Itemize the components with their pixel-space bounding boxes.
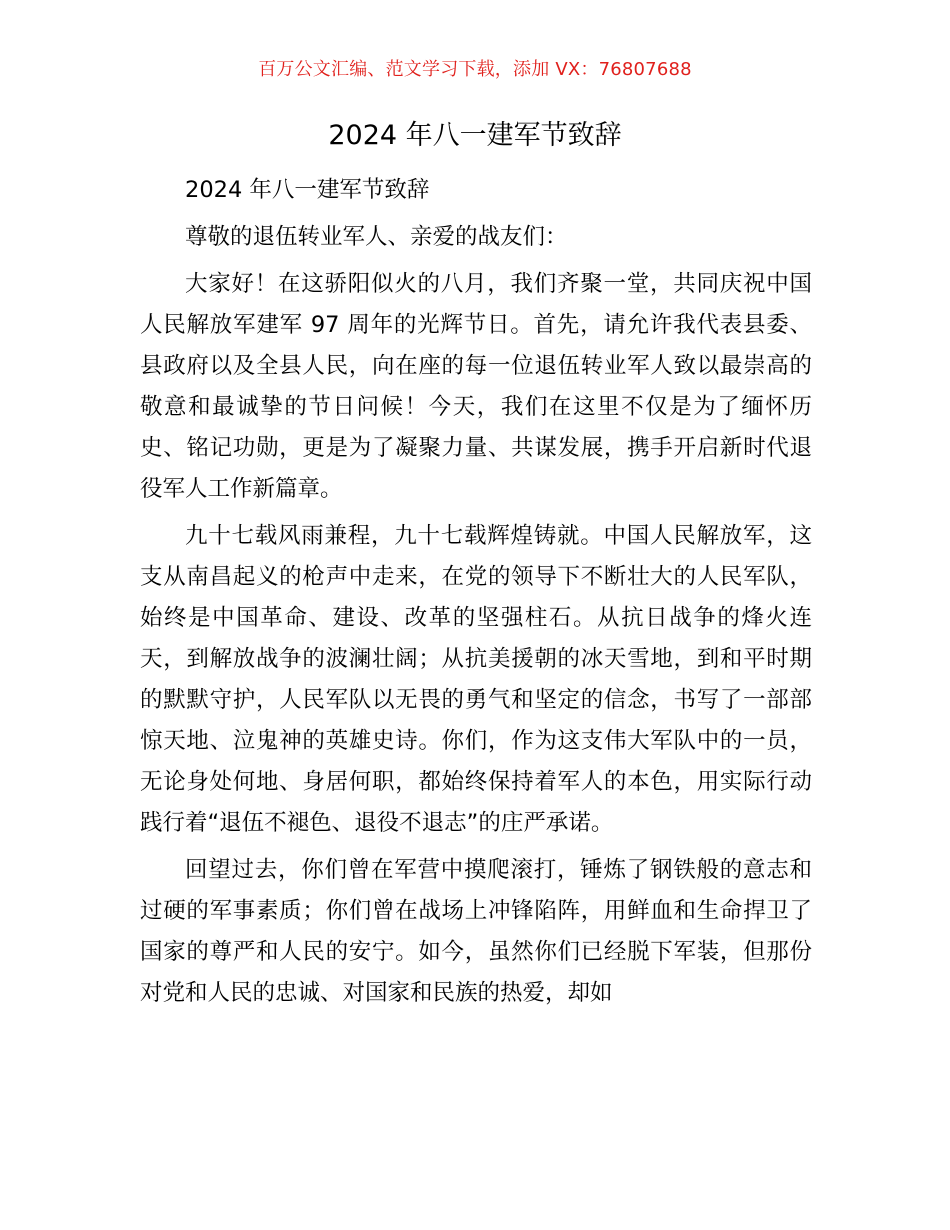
paragraph-greeting: 大家好！在这骄阳似火的八月，我们齐聚一堂，共同庆祝中国人民解放军建军 97 周年的光辉节日。首先，请允许我代表县委、县政府以及全县人民，向在座的每一位退伍转业军人致以最崇高的敬意和最诚挚的节日问候！今天，我们在这里不仅是为了缅怀历史、铭记功勋，更是为了凝聚力量、共谋发展，携手开启新时代退役军人工作新篇章。: [140, 271, 812, 502]
paragraph-retrospect: 回望过去，你们曾在军营中摸爬滚打，锤炼了钢铁般的意志和过硬的军事素质；你们曾在战场上冲锋陷阵，用鲜血和生命捍卫了国家的尊严和人民的安宁。如今，虽然你们已经脱下军装，但那份对党和人民的忠诚、对国家和民族的热爱，却如: [140, 857, 812, 1006]
document-body: [140, 170, 812, 1020]
watermark-header: 百万公文汇编、范文学习下载，添加 VX：76807688: [258, 59, 692, 80]
paragraph-subtitle: 2024 年八一建军节致辞: [185, 177, 430, 203]
paragraph-salutation: 尊敬的退伍转业军人、亲爱的战友们：: [185, 224, 568, 250]
paragraph-history: 九十七载风雨兼程，九十七载辉煌铸就。中国人民解放军，这支从南昌起义的枪声中走来，在党的领导下不断壮大的人民军队，始终是中国革命、建设、改革的坚强柱石。从抗日战争的烽火连天，到解放战争的波澜壮阔；从抗美援朝的冰天雪地，到和平时期的默默守护，人民军队以无畏的勇气和坚定的信念，书写了一部部惊天地、泣鬼神的英雄史诗。你们，作为这支伟大军队中的一员，无论身处何地、身居何职，都始终保持着军人的本色，用实际行动践行着“退伍不褪色、退役不退志”的庄严承诺。: [140, 523, 812, 836]
document-title: 2024 年八一建军节致辞: [328, 120, 622, 151]
